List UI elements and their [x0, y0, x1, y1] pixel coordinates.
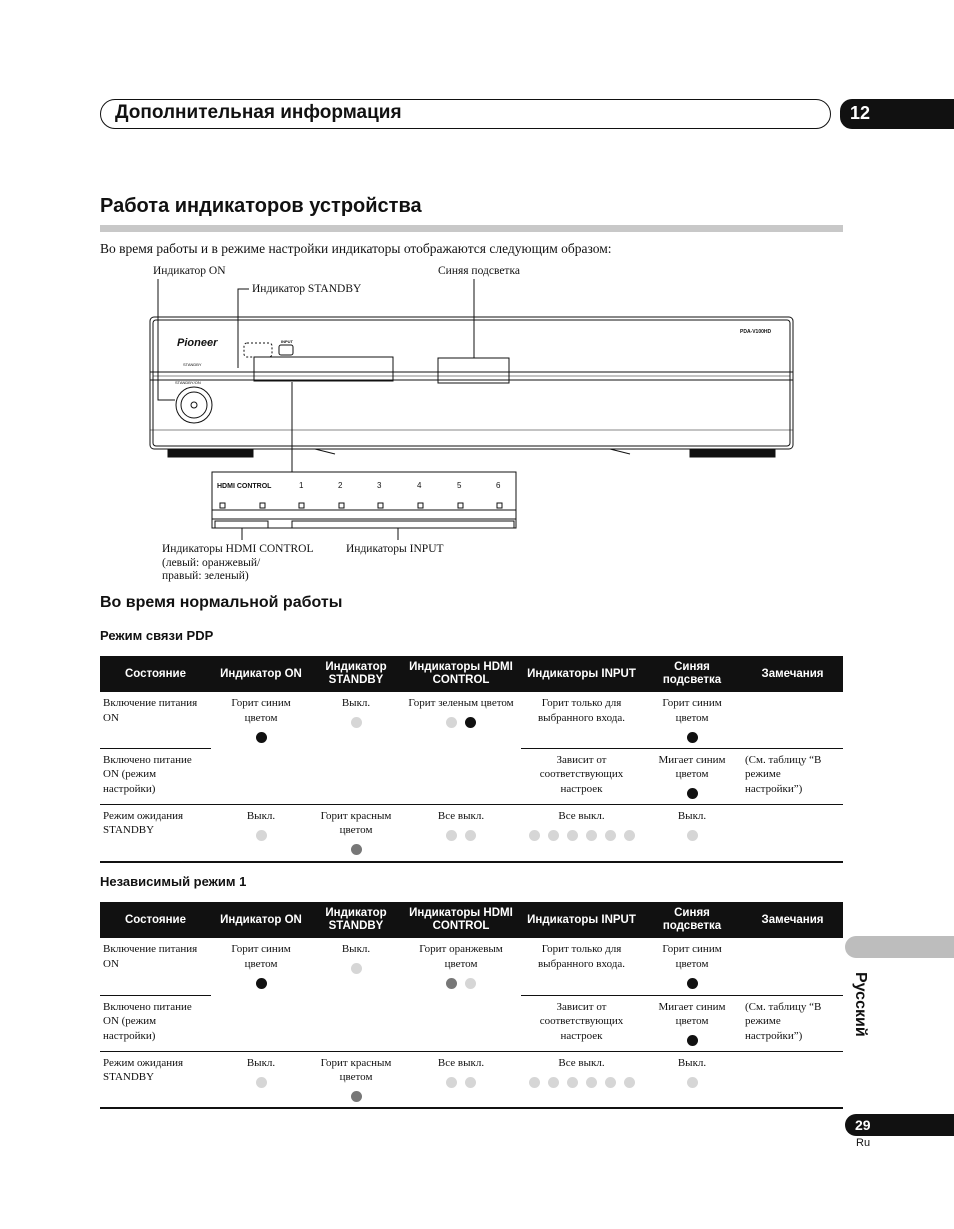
- panel-input-text: INPUT: [281, 339, 293, 344]
- table-row: Режим ожидания STANDBY Выкл. Горит красным цветом Все выкл. Все выкл. Выкл.: [100, 804, 843, 860]
- th-input: Индикаторы INPUT: [521, 902, 642, 938]
- led-off: [465, 830, 476, 841]
- table-row: Включено питание ON (режим настройки) Зависит от соответствующих настроек Мигает синим цветом (См. таблицу “В режиме настройки”): [100, 748, 843, 804]
- table1-title: Режим связи PDP: [100, 628, 214, 643]
- zoom-input-2: 2: [338, 481, 343, 490]
- led-off: [465, 1077, 476, 1088]
- chapter-title: Дополнительная информация: [115, 102, 402, 123]
- led-red: [351, 844, 362, 855]
- led-off: [687, 830, 698, 841]
- led-on: [256, 732, 267, 743]
- zoom-input-3: 3: [377, 481, 382, 490]
- th-standby: Индикатор STANDBY: [311, 656, 401, 692]
- led-off: [446, 717, 457, 728]
- table2-title: Независимый режим 1: [100, 874, 247, 889]
- th-remarks: Замечания: [742, 902, 843, 938]
- table-row: Включено питание ON (режим настройки) Зависит от соответствующих настроек Мигает синим цветом (См. таблицу “В режиме настройки”): [100, 995, 843, 1051]
- led-orange: [446, 978, 457, 989]
- zoom-input-6: 6: [496, 481, 501, 490]
- th-state: Состояние: [100, 656, 211, 692]
- led-on: [687, 1035, 698, 1046]
- th-standby: Индикатор STANDBY: [311, 902, 401, 938]
- led-on: [687, 732, 698, 743]
- label-standby-indicator: Индикатор STANDBY: [252, 283, 362, 295]
- label-blue-light: Синяя подсветка: [438, 265, 520, 277]
- section-intro: Во время работы и в режиме настройки индикаторы отображаются следующим образом:: [100, 241, 612, 256]
- led-off: [687, 1077, 698, 1088]
- device-brand: Pioneer: [177, 337, 218, 349]
- device-diagram: [0, 0, 954, 600]
- label-input-indicators: Индикаторы INPUT: [346, 543, 444, 555]
- th-on: Индикатор ON: [211, 656, 311, 692]
- led-on: [465, 717, 476, 728]
- table-row: Включение питания ON Горит синим цветом Выкл. Горит зеленым цветом Горит только для выбранного входа. Горит синим цветом: [100, 692, 843, 748]
- table-row: Режим ожидания STANDBY Выкл. Горит красным цветом Все выкл. Все выкл. Выкл.: [100, 1051, 843, 1105]
- led-on: [687, 978, 698, 989]
- zoom-input-1: 1: [299, 481, 304, 490]
- section-title: Работа индикаторов устройства: [100, 195, 422, 217]
- table1: [100, 656, 843, 860]
- led-off: [351, 963, 362, 974]
- page-language: Ru: [856, 1137, 871, 1149]
- led-on: [256, 978, 267, 989]
- panel-standby-on-text: STANDBY/ON: [175, 380, 201, 385]
- normal-operation-title: Во время нормальной работы: [100, 594, 343, 611]
- leader-on: [158, 279, 175, 400]
- led-off: [256, 830, 267, 841]
- zoom-input-4: 4: [417, 481, 422, 490]
- zoom-panel: [212, 472, 516, 528]
- th-remarks: Замечания: [742, 656, 843, 692]
- th-input: Индикаторы INPUT: [521, 656, 642, 692]
- zoom-hdmi-text: HDMI CONTROL: [217, 483, 272, 490]
- led-off: [465, 978, 476, 989]
- th-hdmi: Индикаторы HDMI CONTROL: [401, 656, 521, 692]
- zoom-input-5: 5: [457, 481, 462, 490]
- label-on-indicator: Индикатор ON: [153, 265, 226, 277]
- language-label: Русский: [852, 972, 869, 1037]
- blue-light-window: [438, 358, 509, 383]
- table2: [100, 902, 843, 1105]
- table1-bottom-rule: [100, 861, 843, 863]
- th-state: Состояние: [100, 902, 211, 938]
- led-off: [351, 717, 362, 728]
- table-row: Включение питания ON Горит синим цветом Выкл. Горит оранжевым цветом Горит только для выбранного входа. Горит синим цветом: [100, 938, 843, 995]
- leader-standby: [238, 289, 249, 368]
- panel-standby-text: STANDBY: [183, 362, 202, 367]
- led-off: [256, 1077, 267, 1088]
- label-hdmi-indicators: Индикаторы HDMI CONTROL (левый: оранжевый/ правый: зеленый): [162, 543, 314, 582]
- led-off: [446, 830, 457, 841]
- th-blue: Синяя подсветка: [642, 656, 742, 692]
- chapter-number: 12: [840, 99, 954, 129]
- language-tab: [845, 936, 954, 958]
- page-number: 29: [845, 1114, 954, 1136]
- device-model: PDA-V100HD: [740, 329, 772, 335]
- th-blue: Синяя подсветка: [642, 902, 742, 938]
- table2-bottom-rule: [100, 1107, 843, 1109]
- led-off: [446, 1077, 457, 1088]
- led-on: [687, 788, 698, 799]
- led-red: [351, 1091, 362, 1102]
- th-hdmi: Индикаторы HDMI CONTROL: [401, 902, 521, 938]
- th-on: Индикатор ON: [211, 902, 311, 938]
